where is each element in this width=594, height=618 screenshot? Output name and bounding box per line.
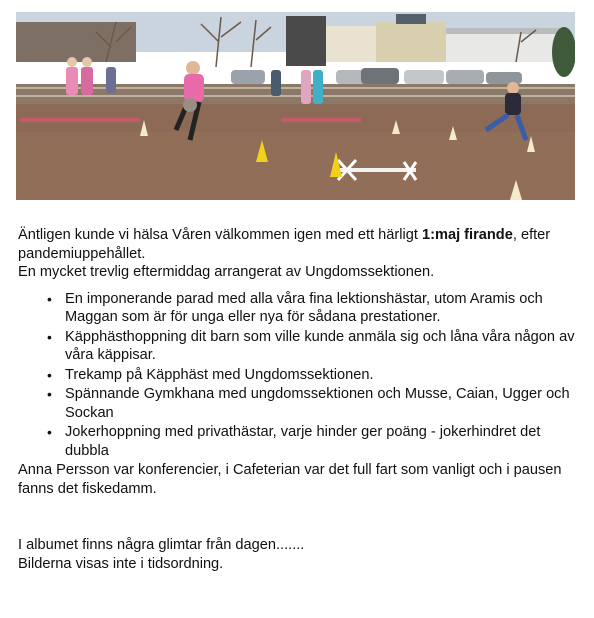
footer-line1: I albumet finns några glimtar från dagen....... xyxy=(18,537,305,553)
paragraph-host: Anna Persson var konferencier, i Cafeterian var det full fart som vanligt och i pausen fanns det fiskedamm. xyxy=(18,462,562,497)
intro-paragraph xyxy=(18,226,578,263)
list-item: • Spännande Gymkhana med ungdomssektionen och Musse, Caian, Ugger och Sockan xyxy=(65,385,578,422)
list-item: • Trekamp på Käpphäst med Ungdomssektionen. xyxy=(65,366,578,385)
intro-text-end: , efter pandemiuppehållet. xyxy=(18,227,551,262)
footer-line2: Bilderna visas inte i tidsordning. xyxy=(18,555,224,572)
intro-bold: 1:maj firande xyxy=(422,227,513,243)
list-item: • En imponerande parad med alla våra fina lektionshästar, utom Aramis och Maggan som är för unga eller nya för sådana prestationer. xyxy=(65,290,578,327)
intro-text: Äntligen kunde vi hälsa Våren välkommen igen med ett härligt xyxy=(18,227,422,243)
intro-line2: En mycket trevlig eftermiddag arrangerat av Ungdomssektionen. xyxy=(18,264,435,280)
event-photo xyxy=(16,12,575,200)
list-item: • Käpphästhoppning dit barn som ville kunde anmäla sig och låna våra någon av våra käppisar. xyxy=(65,328,578,365)
activity-list xyxy=(18,290,578,461)
article-body xyxy=(18,226,578,573)
list-item: • Jokerhoppning med privathästar, varje hinder ger poäng - jokerhindret det dubbla xyxy=(65,423,578,460)
